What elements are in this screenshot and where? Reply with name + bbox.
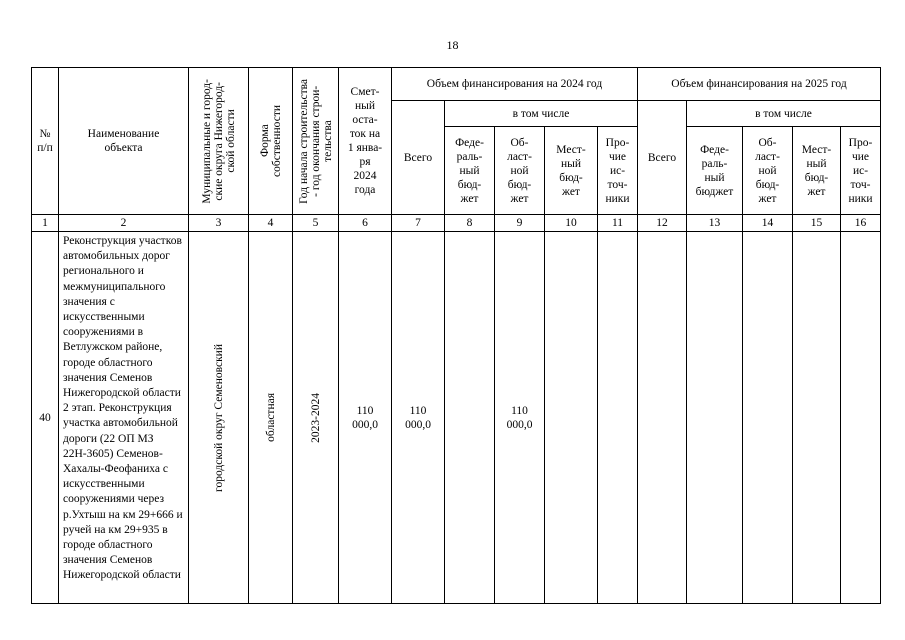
- column-number: 12: [638, 215, 687, 232]
- column-number: 3: [189, 215, 249, 232]
- total-2024-value: 110 000,0: [392, 232, 445, 604]
- column-number: 5: [293, 215, 339, 232]
- header-other-2024: Про- чие ис- точ- ники: [598, 127, 638, 215]
- local-2024-value: [545, 232, 598, 604]
- header-municipality: Муниципальные и город- ские округа Нижегород- ской области: [189, 68, 249, 215]
- federal-2025-value: [687, 232, 743, 604]
- object-name: Реконструкция участков автомобильных дорог регионального и межмуниципального значения с искусственными сооружениями в Ветлужском районе, городе областного значения Семенов Нижегородской области 2 этап. Реконструкция участка автомобильной дороги (22 ОП МЗ 22Н-3605) Семенов-Хахалы-Феофаниха с искусственными сооружениями через р.Ухтыш на км 29+666 и ручей на км 29+935 в городе областного значения Семенов Нижегородской области: [59, 232, 189, 604]
- header-group-2024: Объем финансирования на 2024 год: [392, 68, 638, 101]
- column-number: 7: [392, 215, 445, 232]
- other-2024-value: [598, 232, 638, 604]
- header-total-2025: Всего: [638, 101, 687, 215]
- regional-2025-value: [743, 232, 793, 604]
- header-regional-2025: Об- ласт- ной бюд- жет: [743, 127, 793, 215]
- header-local-2024: Мест- ный бюд- жет: [545, 127, 598, 215]
- column-number: 4: [249, 215, 293, 232]
- balance-value: 110 000,0: [339, 232, 392, 604]
- column-number: 11: [598, 215, 638, 232]
- header-federal-2025: Феде- раль- ный бюджет: [687, 127, 743, 215]
- ownership-cell: областная: [249, 232, 293, 604]
- header-num: № п/п: [32, 68, 59, 215]
- table-row: [32, 232, 881, 604]
- header-regional-2024: Об- ласт- ной бюд- жет: [495, 127, 545, 215]
- column-number: 2: [59, 215, 189, 232]
- column-number: 14: [743, 215, 793, 232]
- other-2025-value: [841, 232, 881, 604]
- header-federal-2024: Феде- раль- ный бюд- жет: [445, 127, 495, 215]
- column-number: 6: [339, 215, 392, 232]
- header-balance: Смет- ный оста- ток на 1 янва- ря 2024 года: [339, 68, 392, 215]
- page-number: 18: [446, 38, 459, 52]
- header-incl-2025: в том числе: [687, 101, 881, 127]
- municipality-cell: городской округ Семеновский: [189, 232, 249, 604]
- years-cell: 2023-2024: [293, 232, 339, 604]
- row-number: 40: [32, 232, 59, 604]
- column-number-row: [32, 215, 881, 232]
- column-number: 1: [32, 215, 59, 232]
- header-name: Наименование объекта: [59, 68, 189, 215]
- header-incl-2024: в том числе: [445, 101, 638, 127]
- column-number: 16: [841, 215, 881, 232]
- header-total-2024: Всего: [392, 101, 445, 215]
- column-number: 15: [793, 215, 841, 232]
- column-number: 13: [687, 215, 743, 232]
- financing-table: [31, 67, 881, 604]
- header-other-2025: Про- чие ис- точ- ники: [841, 127, 881, 215]
- federal-2024-value: [445, 232, 495, 604]
- local-2025-value: [793, 232, 841, 604]
- column-number: 9: [495, 215, 545, 232]
- column-number: 8: [445, 215, 495, 232]
- total-2025-value: [638, 232, 687, 604]
- column-number: 10: [545, 215, 598, 232]
- header-local-2025: Мест- ный бюд- жет: [793, 127, 841, 215]
- header-ownership: Форма собственности: [249, 68, 293, 215]
- header-group-2025: Объем финансирования на 2025 год: [638, 68, 881, 101]
- header-years: Год начала строительства - год окончания строи- тельства: [293, 68, 339, 215]
- regional-2024-value: 110 000,0: [495, 232, 545, 604]
